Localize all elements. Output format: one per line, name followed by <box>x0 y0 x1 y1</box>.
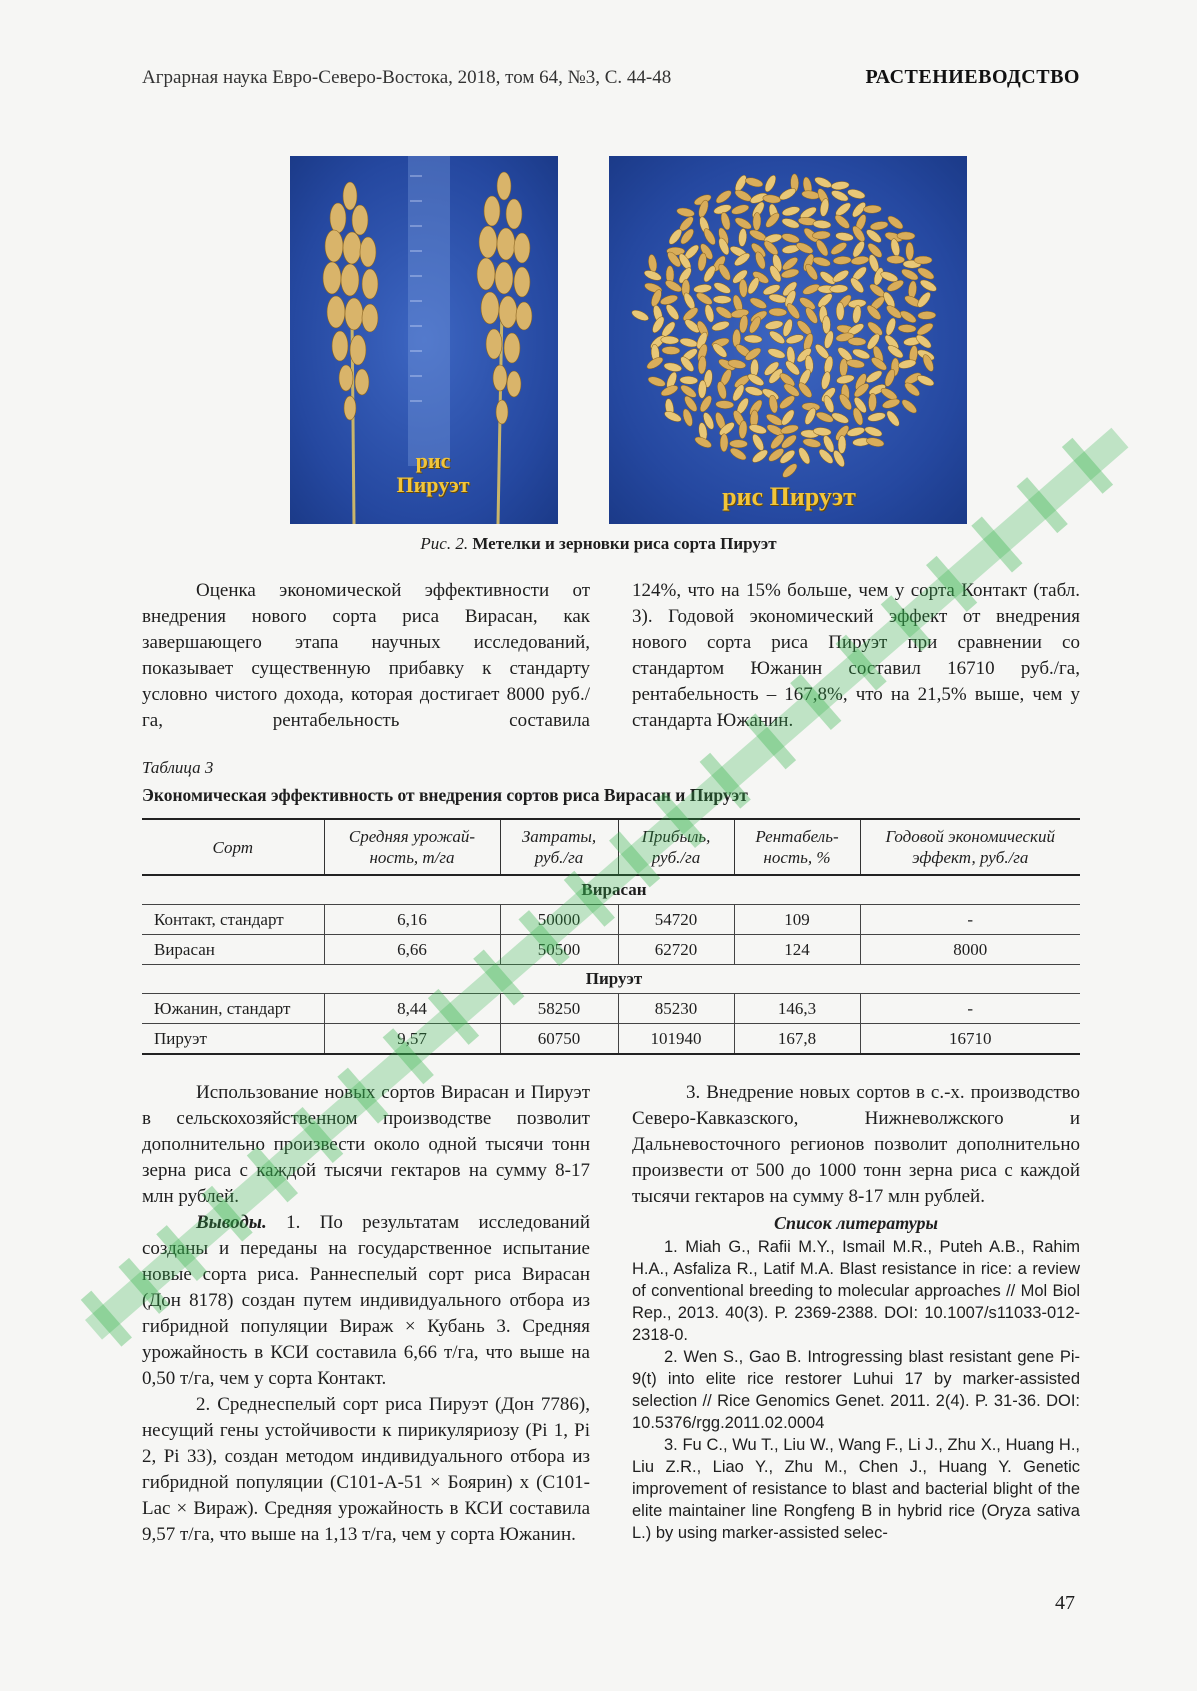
rice-grain <box>713 295 731 303</box>
rice-grain <box>864 368 883 385</box>
rice-grain <box>813 220 832 230</box>
table-label: Таблица 3 <box>142 758 214 777</box>
table-row <box>142 935 1080 965</box>
table-cell: 54720 <box>618 905 734 935</box>
rice-grain <box>830 188 850 203</box>
table-header-cell: Сорт <box>142 819 324 875</box>
rice-grain <box>838 435 846 453</box>
rice-grain <box>702 227 718 247</box>
table-cell: 6,66 <box>324 935 500 965</box>
rice-grain <box>630 308 650 323</box>
conclusions-text: 1. По результатам исследований созданы и переданы на государственное испытание новые сорта риса. Раннеспелый сорт риса Вирасан (Дон 8178) создан путем индивидуального отбора из гибридной популяции Вираж × Кубань 3. Средняя урожайность в КСИ составила 6,66 т/га, что выше на 0,50 т/га, чем у сорта Контакт. <box>142 1212 591 1389</box>
rice-grain <box>744 385 763 397</box>
table-cell: 6,16 <box>324 905 500 935</box>
rice-grain <box>918 311 936 320</box>
table-cell: 16710 <box>860 1024 1080 1055</box>
table-cell: 50000 <box>500 905 618 935</box>
table-header-cell: Годовой экономический эффект, руб./га <box>860 819 1080 875</box>
rice-grain <box>746 276 762 296</box>
table-header-cell: Средняя урожай-ность, т/га <box>324 819 500 875</box>
rice-grain <box>767 347 787 360</box>
paragraph: Использование новых сортов Вирасан и Пируэт в сельскохозяйственном производстве позволит дополнительно произвести около одной тысячи тонн зерна риса с каждой тысячи гектаров на сумму 8-17 млн рублей. <box>142 1082 590 1207</box>
rice-grain <box>851 347 871 361</box>
rice-grain <box>797 446 813 466</box>
rice-grain <box>867 411 886 423</box>
upper-left-column <box>142 578 590 734</box>
rice-grain <box>802 437 821 449</box>
table-header-row <box>142 819 1080 875</box>
rice-grain <box>748 296 768 311</box>
rice-grain <box>780 462 799 480</box>
rice-grain <box>714 304 734 320</box>
rice-grain <box>831 181 850 191</box>
rice-grain <box>885 409 902 428</box>
rice-grain <box>812 255 832 268</box>
table-cell: 146,3 <box>734 994 860 1024</box>
rice-grain <box>720 434 728 452</box>
rice-grain <box>830 284 848 293</box>
rice-grain <box>836 374 855 386</box>
rice-grain <box>916 266 936 282</box>
rice-grain <box>829 240 848 257</box>
rice-grain <box>897 232 915 240</box>
table-cell: 8000 <box>860 935 1080 965</box>
rice-grain <box>846 358 865 369</box>
rice-grain <box>866 436 885 448</box>
rice-grain <box>778 394 797 411</box>
grains-photo <box>609 156 967 524</box>
rice-grain <box>738 228 748 247</box>
upper-right-column <box>632 578 1080 734</box>
economic-efficiency-table <box>142 818 1080 1055</box>
rice-grain <box>886 214 905 231</box>
table-cell: 85230 <box>618 994 734 1024</box>
rice-grain <box>647 375 667 388</box>
rice-grain <box>698 380 707 398</box>
conclusions-label: Выводы. <box>196 1212 267 1233</box>
section-title: РАСТЕНИЕВОДСТВО <box>865 66 1080 88</box>
photo-label-left-line2: Пируэт <box>396 472 470 497</box>
running-header <box>142 66 1080 89</box>
rice-grain <box>887 255 905 264</box>
table-cell: - <box>860 994 1080 1024</box>
rice-grain <box>769 308 787 317</box>
rice-grain <box>833 213 852 231</box>
rice-grain <box>739 279 748 297</box>
rice-grain <box>801 190 820 201</box>
rice-grain <box>820 371 832 390</box>
rice-grain <box>744 334 763 343</box>
rice-grain <box>703 304 715 323</box>
table-cell: Южанин, стандарт <box>142 994 324 1024</box>
rice-grain <box>919 278 939 294</box>
photo-label-left-line1: рис <box>415 448 451 473</box>
table-header-cell: Рентабель-ность, % <box>734 819 860 875</box>
photo-label-left <box>378 449 488 497</box>
rice-grain <box>846 426 865 438</box>
paragraph: Оценка экономической эффективности от внедрения нового сорта риса Вирасан, как завершающего этапа научных исследований, показывает существенную прибавку к стандарту условно чистого дохода, которая достигает 8000 руб./га, рентабельность составила <box>142 580 590 731</box>
reference-item: 1. Miah G., Rafii M.Y., Ismail M.R., Puteh A.B., Rahim H.A., Asfaliza R., Latif M.A. Blast resistance in rice: a review of conventional breeding to molecular approaches // Mol Biol Rep., 2013. 40(3). P. 2369-2388. DOI: 10.1007/s11033-012-2318-0. <box>632 1238 1080 1344</box>
table-row <box>142 905 1080 935</box>
rice-grain <box>663 361 682 373</box>
lower-right-column <box>632 1080 1080 1544</box>
rice-grain <box>662 346 680 355</box>
rice-grain <box>693 283 712 293</box>
rice-grain <box>884 317 897 337</box>
reference-item: 3. Fu C., Wu T., Liu W., Wang F., Li J., Zhu X., Huang H., Liu Z.R., Liao Y., Zhu M., Chen J., Huang Y. Genetic improvement of resistance to blast and bacterial blight of the elite maintainer line Rongfeng B in hybrid rice (Oryza sativa L.) by using marker-assisted selec- <box>632 1436 1080 1542</box>
rice-grain <box>812 230 831 239</box>
table-cell: 8,44 <box>324 994 500 1024</box>
rice-grain <box>864 425 884 438</box>
table-row <box>142 994 1080 1024</box>
rice-grain <box>795 241 815 256</box>
table-cell: 50500 <box>500 935 618 965</box>
page-number: 47 <box>1055 1592 1075 1614</box>
rice-grain <box>781 217 801 230</box>
rice-grain <box>781 205 800 217</box>
rice-grain <box>900 267 920 282</box>
reference-item: 2. Wen S., Gao B. Introgressing blast resistant gene Pi-9(t) into elite rice restorer Luhui 17 by marker-assisted selection // Rice Genomics Genet. 2011. 2(4). P. 31-36. DOI: 10.5376/rgg.2011.02.0004 <box>632 1348 1080 1432</box>
rice-grain <box>813 175 833 190</box>
rice-grain <box>870 220 889 231</box>
rice-grain <box>730 203 750 216</box>
journal-citation: Аграрная наука Евро-Северо-Востока, 2018, том 64, №3, С. 44-48 <box>142 67 672 88</box>
rice-grain <box>830 411 850 426</box>
rice-grain <box>695 291 715 307</box>
rice-grain <box>714 188 733 205</box>
table-header-cell: Затраты, руб./га <box>500 819 618 875</box>
table-cell: 109 <box>734 905 860 935</box>
paragraph: 2. Среднеспелый сорт риса Пируэт (Дон 7786), несущий гены устойчивости к пирикуляриозу (Pi 1, Pi 2, Pi 33), создан методом индивидуального отбора из гибридной популяции (С101-А-51 × Боярин) х (С101-Lac × Вираж). Средняя урожайность в КСИ составила 9,57 т/га, что выше на 1,13 т/га, чем у сорта Южанин. <box>142 1394 590 1545</box>
rice-grain <box>847 188 867 201</box>
rice-grain <box>680 376 698 385</box>
lower-left-column <box>142 1080 590 1548</box>
table-cell: 62720 <box>618 935 734 965</box>
rice-grain <box>839 358 848 376</box>
rice-grain <box>833 256 852 265</box>
table-header-cell: Прибыль, руб./га <box>618 819 734 875</box>
table-cell: - <box>860 905 1080 935</box>
rice-grain <box>697 252 708 271</box>
rice-grain <box>898 324 916 333</box>
rice-grain <box>765 319 784 330</box>
rice-grain <box>781 318 794 338</box>
rice-grain <box>661 336 679 345</box>
rice-grain <box>868 393 877 411</box>
rice-grain <box>664 303 681 322</box>
rice-grain <box>744 176 764 189</box>
figure-caption-text: Метелки и зерновки риса сорта Пируэт <box>472 534 777 553</box>
rice-grain <box>785 302 802 321</box>
table-cell: 58250 <box>500 994 618 1024</box>
table-cell: Пируэт <box>142 1024 324 1055</box>
rice-grain <box>712 280 732 295</box>
rice-grain <box>762 194 781 204</box>
table-group-row <box>142 875 1080 905</box>
table-cell: 60750 <box>500 1024 618 1055</box>
rice-grain <box>863 205 881 214</box>
table-cell: 101940 <box>618 1024 734 1055</box>
rice-grain <box>728 446 748 462</box>
table-title: Экономическая эффективность от внедрения сортов риса Вирасан и Пируэт <box>142 785 748 805</box>
table-group-label: Вирасан <box>142 875 1080 905</box>
paragraph: 124%, что на 15% больше, чем у сорта Контакт (табл. 3). Годовой экономический эффект от внедрения нового сорта риса Пируэт при сравнении со стандартом Южанин составил 16710 руб./га, рентабельность – 167,8%, что на 21,5% выше, чем у стандарта Южанин. <box>632 580 1080 731</box>
rice-grain <box>711 320 731 333</box>
conclusions-paragraph <box>142 1210 590 1392</box>
rice-grain <box>717 262 733 282</box>
rice-grain <box>835 231 854 242</box>
table-group-label: Пируэт <box>142 965 1080 994</box>
references-title: Список литературы <box>774 1213 938 1233</box>
rice-grain <box>831 268 850 285</box>
table-cell: 124 <box>734 935 860 965</box>
panicles-photo <box>290 156 558 524</box>
table-row <box>142 1024 1080 1055</box>
rice-grain <box>679 337 698 349</box>
rice-grain <box>763 174 778 194</box>
photo-label-right: рис Пируэт <box>722 482 856 511</box>
rice-grain <box>717 237 731 257</box>
table-cell: 167,8 <box>734 1024 860 1055</box>
table-group-row <box>142 965 1080 994</box>
rice-grain <box>779 408 796 427</box>
figure-number: Рис. 2. <box>420 534 469 553</box>
rice-grain <box>778 186 798 202</box>
table-cell: Вирасан <box>142 935 324 965</box>
rice-grain <box>814 238 830 258</box>
rice-grain <box>900 397 919 415</box>
rice-grain <box>750 433 766 453</box>
figure-caption <box>0 534 1197 554</box>
rice-grain <box>647 254 657 273</box>
rice-grain <box>836 302 844 320</box>
rice-grain <box>848 337 866 346</box>
rice-grain <box>914 256 932 264</box>
rice-grain <box>729 440 747 448</box>
paragraph: 3. Внедрение новых сортов в с.-х. производство Северо-Кавказского, Нижневолжского и Дальневосточного регионов позволит дополнительно произвести от 500 до 1000 тонн зерна риса с каждой тысячи гектаров на сумму 8-17 млн рублей. <box>632 1082 1080 1207</box>
rice-grain <box>676 207 695 219</box>
rice-grain <box>851 239 867 259</box>
rice-grain <box>781 232 801 245</box>
rice-grain <box>716 400 734 409</box>
rice-grain <box>906 242 914 260</box>
table-cell: 9,57 <box>324 1024 500 1055</box>
rice-grain <box>850 255 869 266</box>
table-cell: Контакт, стандарт <box>142 905 324 935</box>
